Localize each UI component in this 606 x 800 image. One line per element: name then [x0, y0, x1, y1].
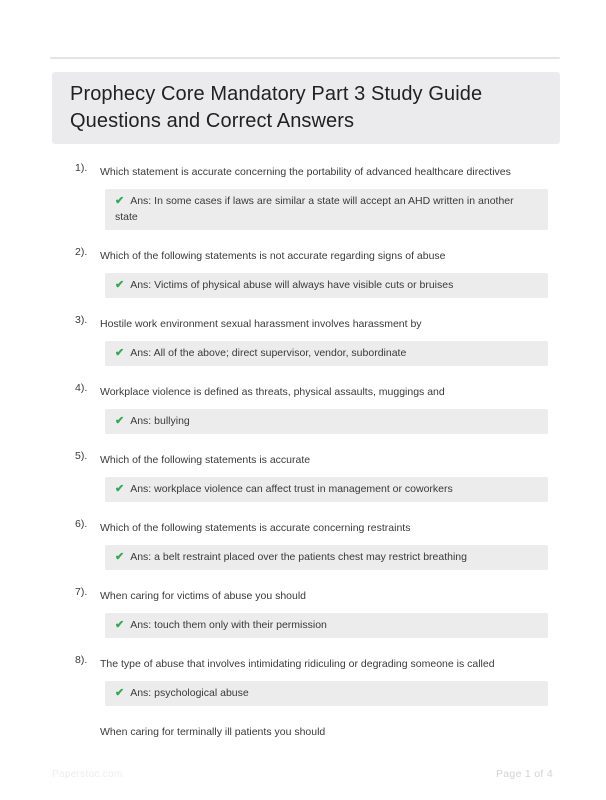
next-question-text: When caring for terminally ill patients you should [100, 726, 326, 738]
watermark-text: Paperstoc.com [52, 769, 123, 780]
answer-box [105, 681, 548, 706]
question-text: The type of abuse that involves intimidating ridiculing or degrading someone is called [100, 658, 495, 670]
answer-box [105, 409, 548, 434]
answer-box [105, 545, 548, 570]
checkmark-icon: ✔ [115, 619, 125, 631]
question-number: 2). [75, 246, 88, 258]
question-number: 4). [75, 382, 88, 394]
page-footer [52, 768, 553, 780]
answer-text: Ans: Victims of physical abuse will always have visible cuts or bruises [130, 279, 454, 291]
question-text: Which of the following statements is accurate [100, 454, 311, 466]
question-number: 6). [75, 518, 88, 530]
question-item-8 [52, 656, 560, 706]
question-number: 3). [75, 314, 88, 326]
question-text: When caring for victims of abuse you should [100, 590, 307, 602]
question-list [52, 164, 560, 740]
question-text: Workplace violence is defined as threats, physical assaults, muggings and [100, 386, 445, 398]
answer-text: Ans: bullying [130, 415, 190, 427]
question-number: 5). [75, 450, 88, 462]
question-item-3 [52, 316, 560, 366]
question-text: Hostile work environment sexual harassment involves harassment by [100, 318, 422, 330]
answer-box [105, 613, 548, 638]
checkmark-icon: ✔ [115, 415, 125, 427]
answer-text: Ans: All of the above; direct supervisor, vendor, subordinate [130, 347, 407, 359]
answer-box [105, 273, 548, 298]
page-title: Prophecy Core Mandatory Part 3 Study Guide Questions and Correct Answers [70, 83, 483, 132]
checkmark-icon: ✔ [115, 483, 125, 495]
question-item-6 [52, 520, 560, 570]
question-number: 1). [75, 162, 88, 174]
page-indicator: Page 1 of 4 [495, 768, 553, 780]
question-item-5 [52, 452, 560, 502]
answer-text: Ans: workplace violence can affect trust in management or coworkers [130, 483, 453, 495]
answer-box [105, 477, 548, 502]
question-number: 8). [75, 654, 88, 666]
answer-box [105, 189, 548, 230]
question-item-7 [52, 588, 560, 638]
answer-text: Ans: psychological abuse [130, 687, 249, 699]
question-item-2 [52, 248, 560, 298]
checkmark-icon: ✔ [115, 279, 125, 291]
page-content [52, 0, 560, 800]
answer-box [105, 341, 548, 366]
question-item-4 [52, 384, 560, 434]
checkmark-icon: ✔ [115, 551, 125, 563]
answer-text: Ans: touch them only with their permission [130, 619, 327, 631]
top-divider [50, 57, 560, 59]
checkmark-icon: ✔ [115, 687, 125, 699]
answer-text: Ans: a belt restraint placed over the patients chest may restrict breathing [130, 551, 467, 563]
checkmark-icon: ✔ [115, 347, 125, 359]
question-text: Which of the following statements is accurate concerning restraints [100, 522, 411, 534]
question-text: Which statement is accurate concerning the portability of advanced healthcare directives [100, 166, 511, 178]
title-banner [52, 72, 560, 144]
question-number: 7). [75, 586, 88, 598]
answer-text: Ans: In some cases if laws are similar a state will accept an AHD written in another state [115, 195, 514, 223]
checkmark-icon: ✔ [115, 195, 125, 207]
question-text: Which of the following statements is not accurate regarding signs of abuse [100, 250, 446, 262]
question-item-1 [52, 164, 560, 230]
